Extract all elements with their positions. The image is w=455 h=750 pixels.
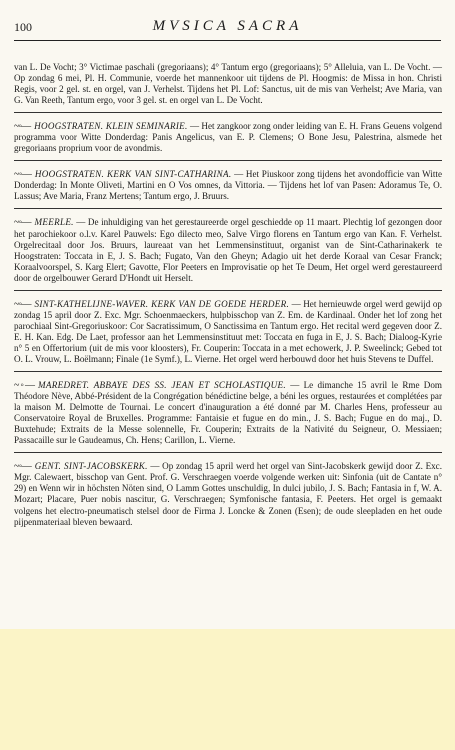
- section-text: — Le dimanche 15 avril le Rme Dom Théodore Nève, Abbé-Président de la Congrégation bénédictine belge, a béni les orgues, restaurées et complétées par la maison M. Delmotte de Tournai. Le concert d'inauguration a été donné par M. Charles Hens, professeur au Conservatoire Royal de Bruxelles. Programme: Fantaisie et fugue en do min., J. S. Bach; Fugue en do maj., D. Buxtehude; Extraits de la Messe solennelle, Fr. Couperin; Extraits de la Nativité du Seigneur, O. Messiaen; Passacaille sur le Gaudeamus, Ch. Hens; Carillon, L. Vierne.: [14, 380, 442, 446]
- section-heading: HOOGSTRATEN. KERK VAN SINT-CATHARINA.: [34, 169, 232, 180]
- swash-ornament: ~◦—: [14, 298, 31, 310]
- swash-ornament: ~◦—: [14, 217, 31, 229]
- page-number: 100: [14, 20, 32, 34]
- section-text: — Het zangkoor zong onder leiding van E. H. Frans Geuens volgend programma voor Witte Donderdag: Panis Angelicus, van E. P. Clemens; O Bone Jesu, Palestrina, alsmede het gregoriaans proprium voor de avondmis.: [14, 121, 442, 154]
- section-heading: GENT. SINT-JACOBSKERK.: [34, 461, 148, 472]
- section-paragraph: [14, 380, 442, 446]
- running-title: MVSICA SACRA: [152, 18, 303, 34]
- page-header: [14, 18, 441, 41]
- section-text: — De inhuldiging van het gerestaureerde orgel geschiedde op 11 maart. Plechtig lof gezongen door het parochiekoor o.l.v. Karel Pauwels: Ego dilecto meo, Salve Virgo florens en Tantum ergo van Kan. F. Verhelst. Orgelrecitaal door Jos. Bruurs, laureaat van het Lemmensinstituut, organist van de Sint-Catharinakerk te Hoogstraten: Toccata in E, J. S. Bach; Fugato, Van den Gheyn; Adagio uit het derde Koraal van Cesar Franck; Koraalvoorspel, S. Karg Elert; Gavotte, Flor Peeters en Improvisatie op het Te Deum, Het orgel werd gerestaureerd door de orgelbouwer Gerard D'Hondt uit Herselt.: [14, 217, 442, 283]
- section-gent: [14, 452, 442, 527]
- section-paragraph: [14, 299, 442, 365]
- section-text: — Het Piuskoor zong tijdens het avondofficie van Witte Donderdag: In Monte Oliveti, Martini en O Vos omnes, da Vittoria. — Tijdens het lof van Pasen: Adoramus Te, O. Lassus; Ave Maria, Franz Mertens; Tantum ergo, J. Bruurs.: [14, 169, 442, 202]
- section-heading: SINT-KATHELIJNE-WAVER. KERK VAN DE GOEDE HERDER.: [34, 298, 290, 309]
- swash-ornament: ~◦—: [14, 169, 31, 181]
- section-heading: HOOGSTRATEN. KLEIN SEMINARIE.: [34, 121, 188, 132]
- swash-ornament: ~◦—: [14, 121, 31, 133]
- article-body: [14, 62, 442, 528]
- swash-ornament: ~◦—: [14, 380, 34, 392]
- section-paragraph: [14, 121, 442, 154]
- section-heading: MEERLE.: [34, 217, 74, 228]
- section-heading: MAREDRET. ABBAYE DES SS. JEAN ET SCHOLASTIQUE.: [38, 380, 286, 391]
- section-paragraph: [14, 169, 442, 202]
- section-paragraph: [14, 461, 442, 527]
- section-text: — Op zondag 15 april werd het orgel van Sint-Jacobskerk gewijd door Z. Exc. Mgr. Calewaert, bisschop van Gent. Prof. G. Verschraegen voerde volgende werken uit: Sinfonia (uit de Cantate n° 29) en Wenn wir in höchsten Nöten sind, O Lamm Gottes unschuldig, In dulci jubilo, J. S. Bach; Fantasia in f, W. A. Mozart; Placare, Puer nobis nascitur, G. Verschraegen; Symfonische fantasia, F. Peeters. Het orgel is gemaakt volgens het electro-pneumatisch stelsel door de Firma J. Loncke & Zonen (Esen); de oude sleepladen en het oude pijpenmateriaal bleven bewaard.: [14, 461, 442, 527]
- section-maredret: [14, 371, 442, 446]
- section-text: — Het hernieuwde orgel werd gewijd op zondag 15 april door Z. Exc. Mgr. Schoenmaeckers, hulpbisschop van Z. Em. de Kardinaal. Onder het lof zong het parochiaal Sint-Gregoriuskoor: Cor Sacratissimum, O Sanctissima en Tantum ergo. Het recital werd gegeven door Z. E. H. Kan. Edg. De Laet, professor aan het Lemmensinstituut met: Toccata en fuga in E, J. S. Bach; Dialoog-Kyrie n° 5 en Offertorium (uit de mis voor kloosters), Fr. Couperin: Toccata in a met echowerk, J. P. Sweelinck; Gebed tot O. L. Vrouw, L. Boëlmann; Finale (1e Symf.), L. Vierne. Het orgel werd herbouwd door het huis Stevens te Duffel.: [14, 298, 442, 364]
- section-meerle: [14, 208, 442, 283]
- swash-ornament: ~◦—: [14, 461, 31, 473]
- highlight-box: [0, 629, 455, 750]
- section-hoogstraten-catharina: [14, 160, 442, 202]
- intro-block: [14, 62, 442, 106]
- section-paragraph: [14, 217, 442, 283]
- section-sint-kathelijne-waver: [14, 290, 442, 365]
- intro-paragraph: van L. De Vocht; 3° Victimae paschali (gregoriaans); 4° Tantum ergo (gregoriaans); 5° Alleluia, van L. De Vocht. — Op zondag 6 mei, Pl. H. Communie, voerde het mannenkoor uit tijdens de Pl. Hoogmis: de Missa in hon. Christi Regis, voor 2 gel. st. en orgel, van J. Verhelst. Tijdens het Pl. Lof: Sanctus, uit de mis van Verhelst; Ave Maria, van G. Van Reeth, Tantum ergo, voor 3 gel. st. en orgel van L. De Vocht.: [14, 62, 442, 106]
- section-hoogstraten-seminarie: [14, 112, 442, 154]
